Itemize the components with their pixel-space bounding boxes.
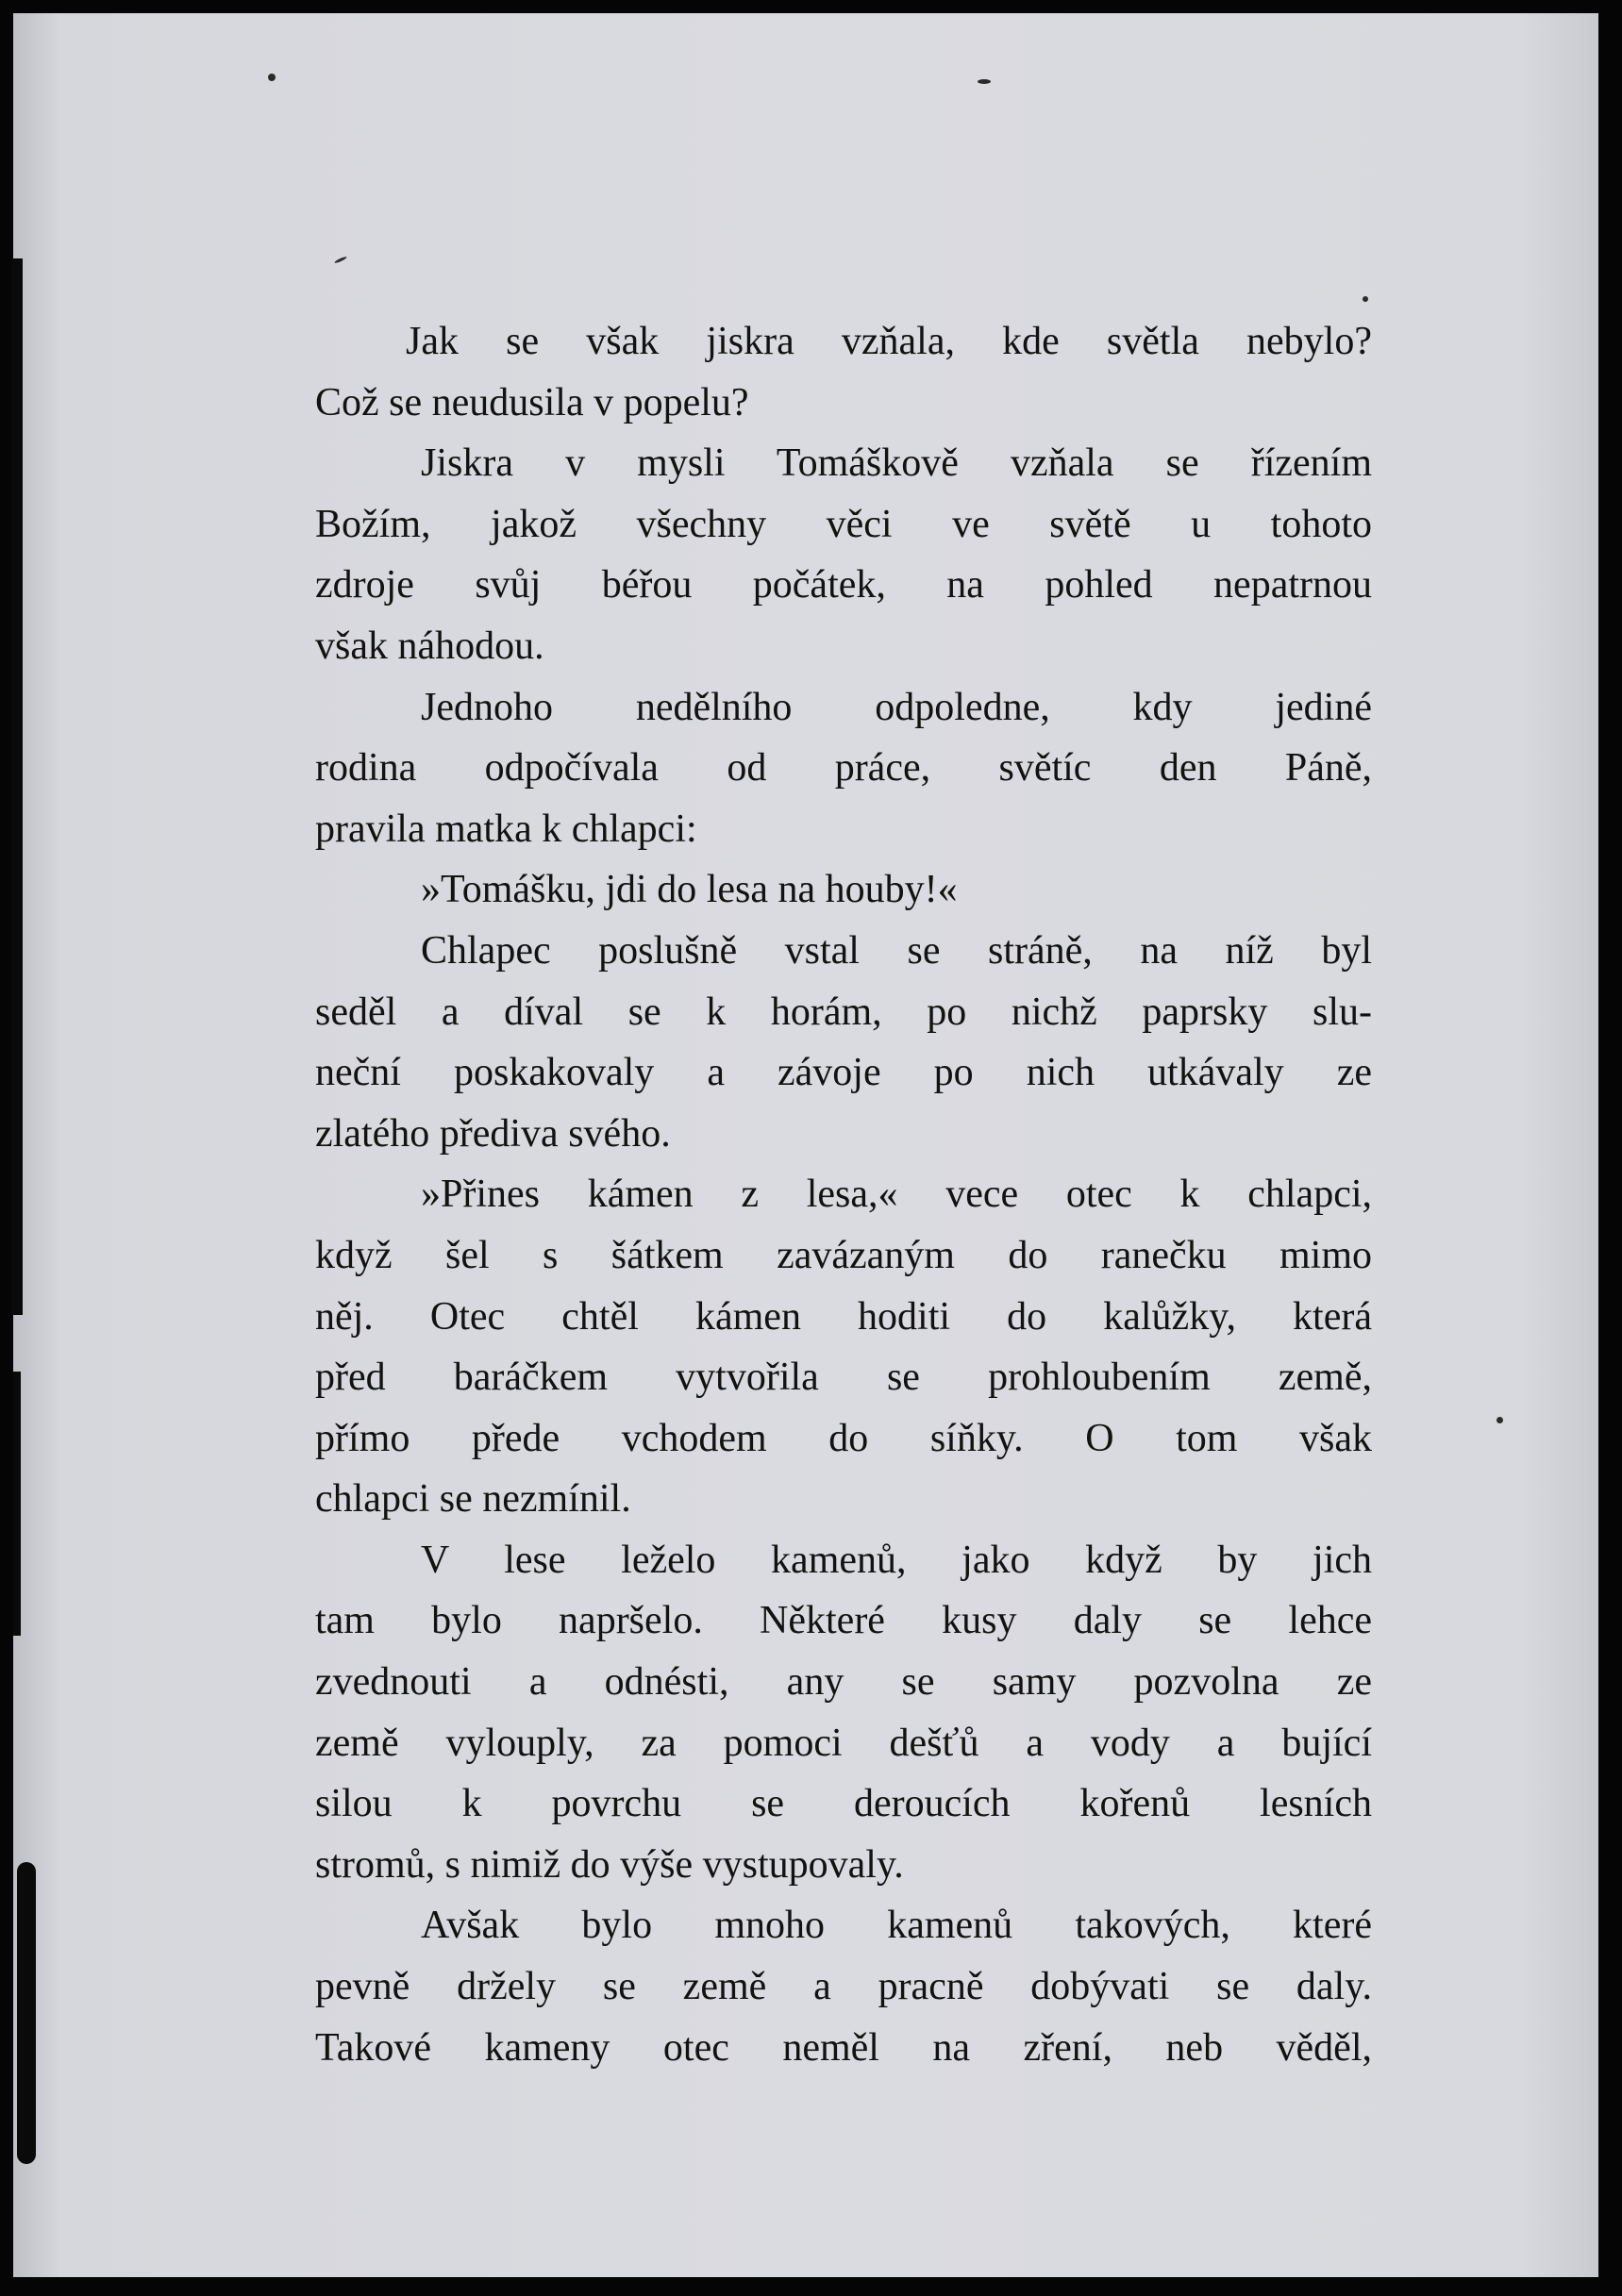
text-line: »Tomášku, jdi do lesa na houby!« [421, 868, 958, 912]
book-page [13, 13, 1598, 2277]
text-line: pravila matka k chlapci: [315, 807, 697, 851]
text-line: zvednouti a odnésti, any se samy pozvolna ze [315, 1660, 1372, 1705]
paper-speck [978, 79, 991, 84]
text-line: před baráčkem vytvořila se prohloubením země, [315, 1356, 1372, 1400]
text-line: něj. Otec chtěl kámen hoditi do kalůžky, která [315, 1294, 1372, 1339]
text-line: rodina odpočívala od práce, světíc den Páně, [315, 746, 1372, 790]
text-line: Avšak bylo mnoho kamenů takových, které [421, 1904, 1372, 1948]
text-line: zlatého přediva svého. [315, 1111, 671, 1156]
text-line: přímo přede vchodem do síňky. O tom však [315, 1416, 1372, 1460]
binding-edge [17, 1862, 36, 2164]
text-line: když šel s šátkem zavázaným do ranečku mimo [315, 1233, 1372, 1277]
text-line: Božím, jakož všechny věci ve světě u tohoto [315, 502, 1372, 546]
text-line: pevně držely se země a pracně dobývati se daly. [315, 1965, 1372, 2009]
text-line: tam bylo napršelo. Některé kusy daly se lehce [315, 1599, 1372, 1643]
binding-edge [11, 258, 23, 1315]
text-line: Takové kameny otec neměl na zření, neb věděl, [315, 2025, 1372, 2070]
text-line: Jednoho nedělního odpoledne, kdy jediné [421, 685, 1372, 729]
binding-edge [13, 1372, 21, 1636]
text-line: neční poskakovaly a závoje po nich utkávaly ze [315, 1051, 1372, 1095]
text-line: Což se neudusila v popelu? [315, 380, 749, 424]
text-line: zdroje svůj béřou počátek, na pohled nepatrnou [315, 563, 1372, 607]
text-line: seděl a díval se k horám, po nichž paprsky slu- [315, 990, 1372, 1034]
text-line: »Přines kámen z lesa,« vece otec k chlapci, [421, 1173, 1372, 1217]
text-line: chlapci se nezmínil. [315, 1477, 631, 1522]
text-line: Jak se však jiskra vzňala, kde světla nebylo? [406, 320, 1372, 363]
paper-speck [1497, 1417, 1503, 1423]
paper-speck [268, 74, 276, 81]
text-line: Jiskra v mysli Tomáškově vzňala se řízením [421, 441, 1372, 486]
paper-speck [1363, 296, 1368, 302]
text-line: stromů, s nimiž do výše vystupovaly. [315, 1842, 904, 1887]
text-line: však náhodou. [315, 624, 544, 668]
text-line: silou k povrchu se deroucích kořenů lesních [315, 1782, 1372, 1826]
text-line: země vylouply, za pomoci dešťů a vody a bující [315, 1721, 1372, 1765]
page-text [315, 311, 1372, 2078]
text-line: V lese leželo kamenů, jako když by jich [421, 1538, 1372, 1582]
text-line: Chlapec poslušně vstal se stráně, na níž byl [421, 928, 1372, 973]
paper-speck [334, 256, 347, 264]
